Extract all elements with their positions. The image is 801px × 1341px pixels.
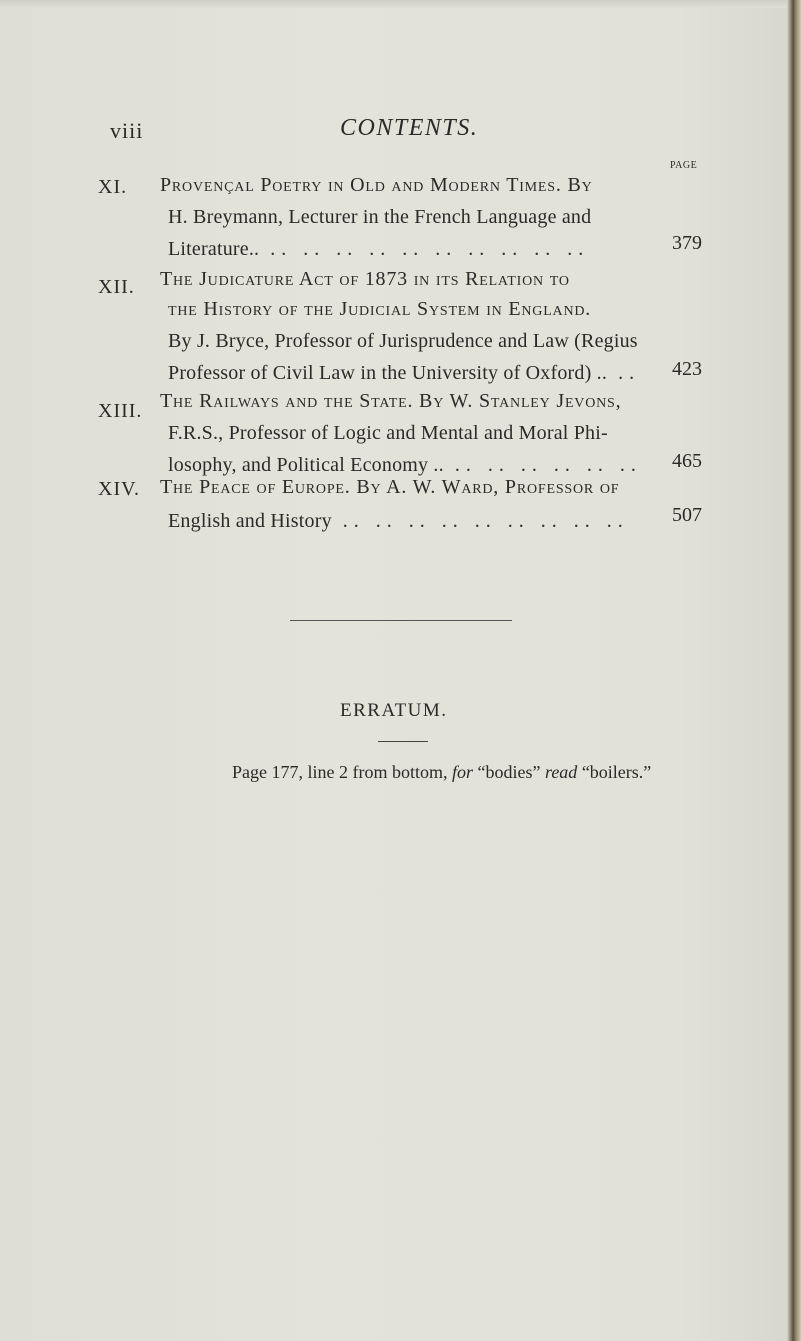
- entry-text-line: H. Breymann, Lecturer in the French Language and: [168, 206, 592, 228]
- entry-page-number: 423: [672, 358, 702, 380]
- entry-title-line: Provençal Poetry in Old and Modern Times. By: [160, 174, 593, 196]
- entry-page-number: 379: [672, 232, 702, 254]
- section-divider: [290, 620, 512, 621]
- entry-page-number: 465: [672, 450, 702, 472]
- erratum-for-word: for: [451, 762, 473, 782]
- erratum-title: ERRATUM.: [340, 700, 448, 721]
- entry-text-line: English and History .. .. .. .. .. .. .. .. ..: [168, 510, 629, 532]
- entry-text-line: F.R.S., Professor of Logic and Mental and Moral Phi-: [168, 422, 608, 444]
- page-binding-edge: [787, 0, 801, 1341]
- erratum-read-word: read: [544, 762, 578, 782]
- entry-number: XIV.: [98, 478, 140, 500]
- page-number: viii: [110, 118, 144, 143]
- entry-title-line: The Judicature Act of 1873 in its Relation to: [160, 268, 570, 290]
- entry-title-line: The Railways and the State. By W. Stanley Jevons,: [160, 390, 622, 412]
- entry-text-line: losophy, and Political Economy .. .. .. .. .. .. ..: [168, 454, 642, 476]
- entry-title-line: The Peace of Europe. By A. W. Ward, Professor of: [160, 476, 620, 498]
- running-head: CONTENTS.: [340, 115, 479, 141]
- entry-text-line: Professor of Civil Law in the University of Oxford) .. ..: [168, 362, 641, 384]
- page-column-label: PAGE: [670, 160, 698, 171]
- entry-title-line: the History of the Judicial System in England.: [168, 298, 592, 320]
- entry-text-line: By J. Bryce, Professor of Jurisprudence and Law (Regius: [168, 330, 638, 352]
- entry-number: XII.: [98, 276, 135, 298]
- entry-number: XI.: [98, 176, 128, 198]
- entry-number: XIII.: [98, 400, 143, 422]
- entry-page-number: 507: [672, 504, 702, 526]
- page-top-edge: [0, 0, 790, 8]
- erratum-text: Page 177, line 2 from bottom, for “bodies” read “boilers.”: [232, 762, 652, 782]
- entry-text-line: Literature.. .. .. .. .. .. .. .. .. .. ..: [168, 238, 590, 260]
- erratum-rule: [378, 741, 428, 742]
